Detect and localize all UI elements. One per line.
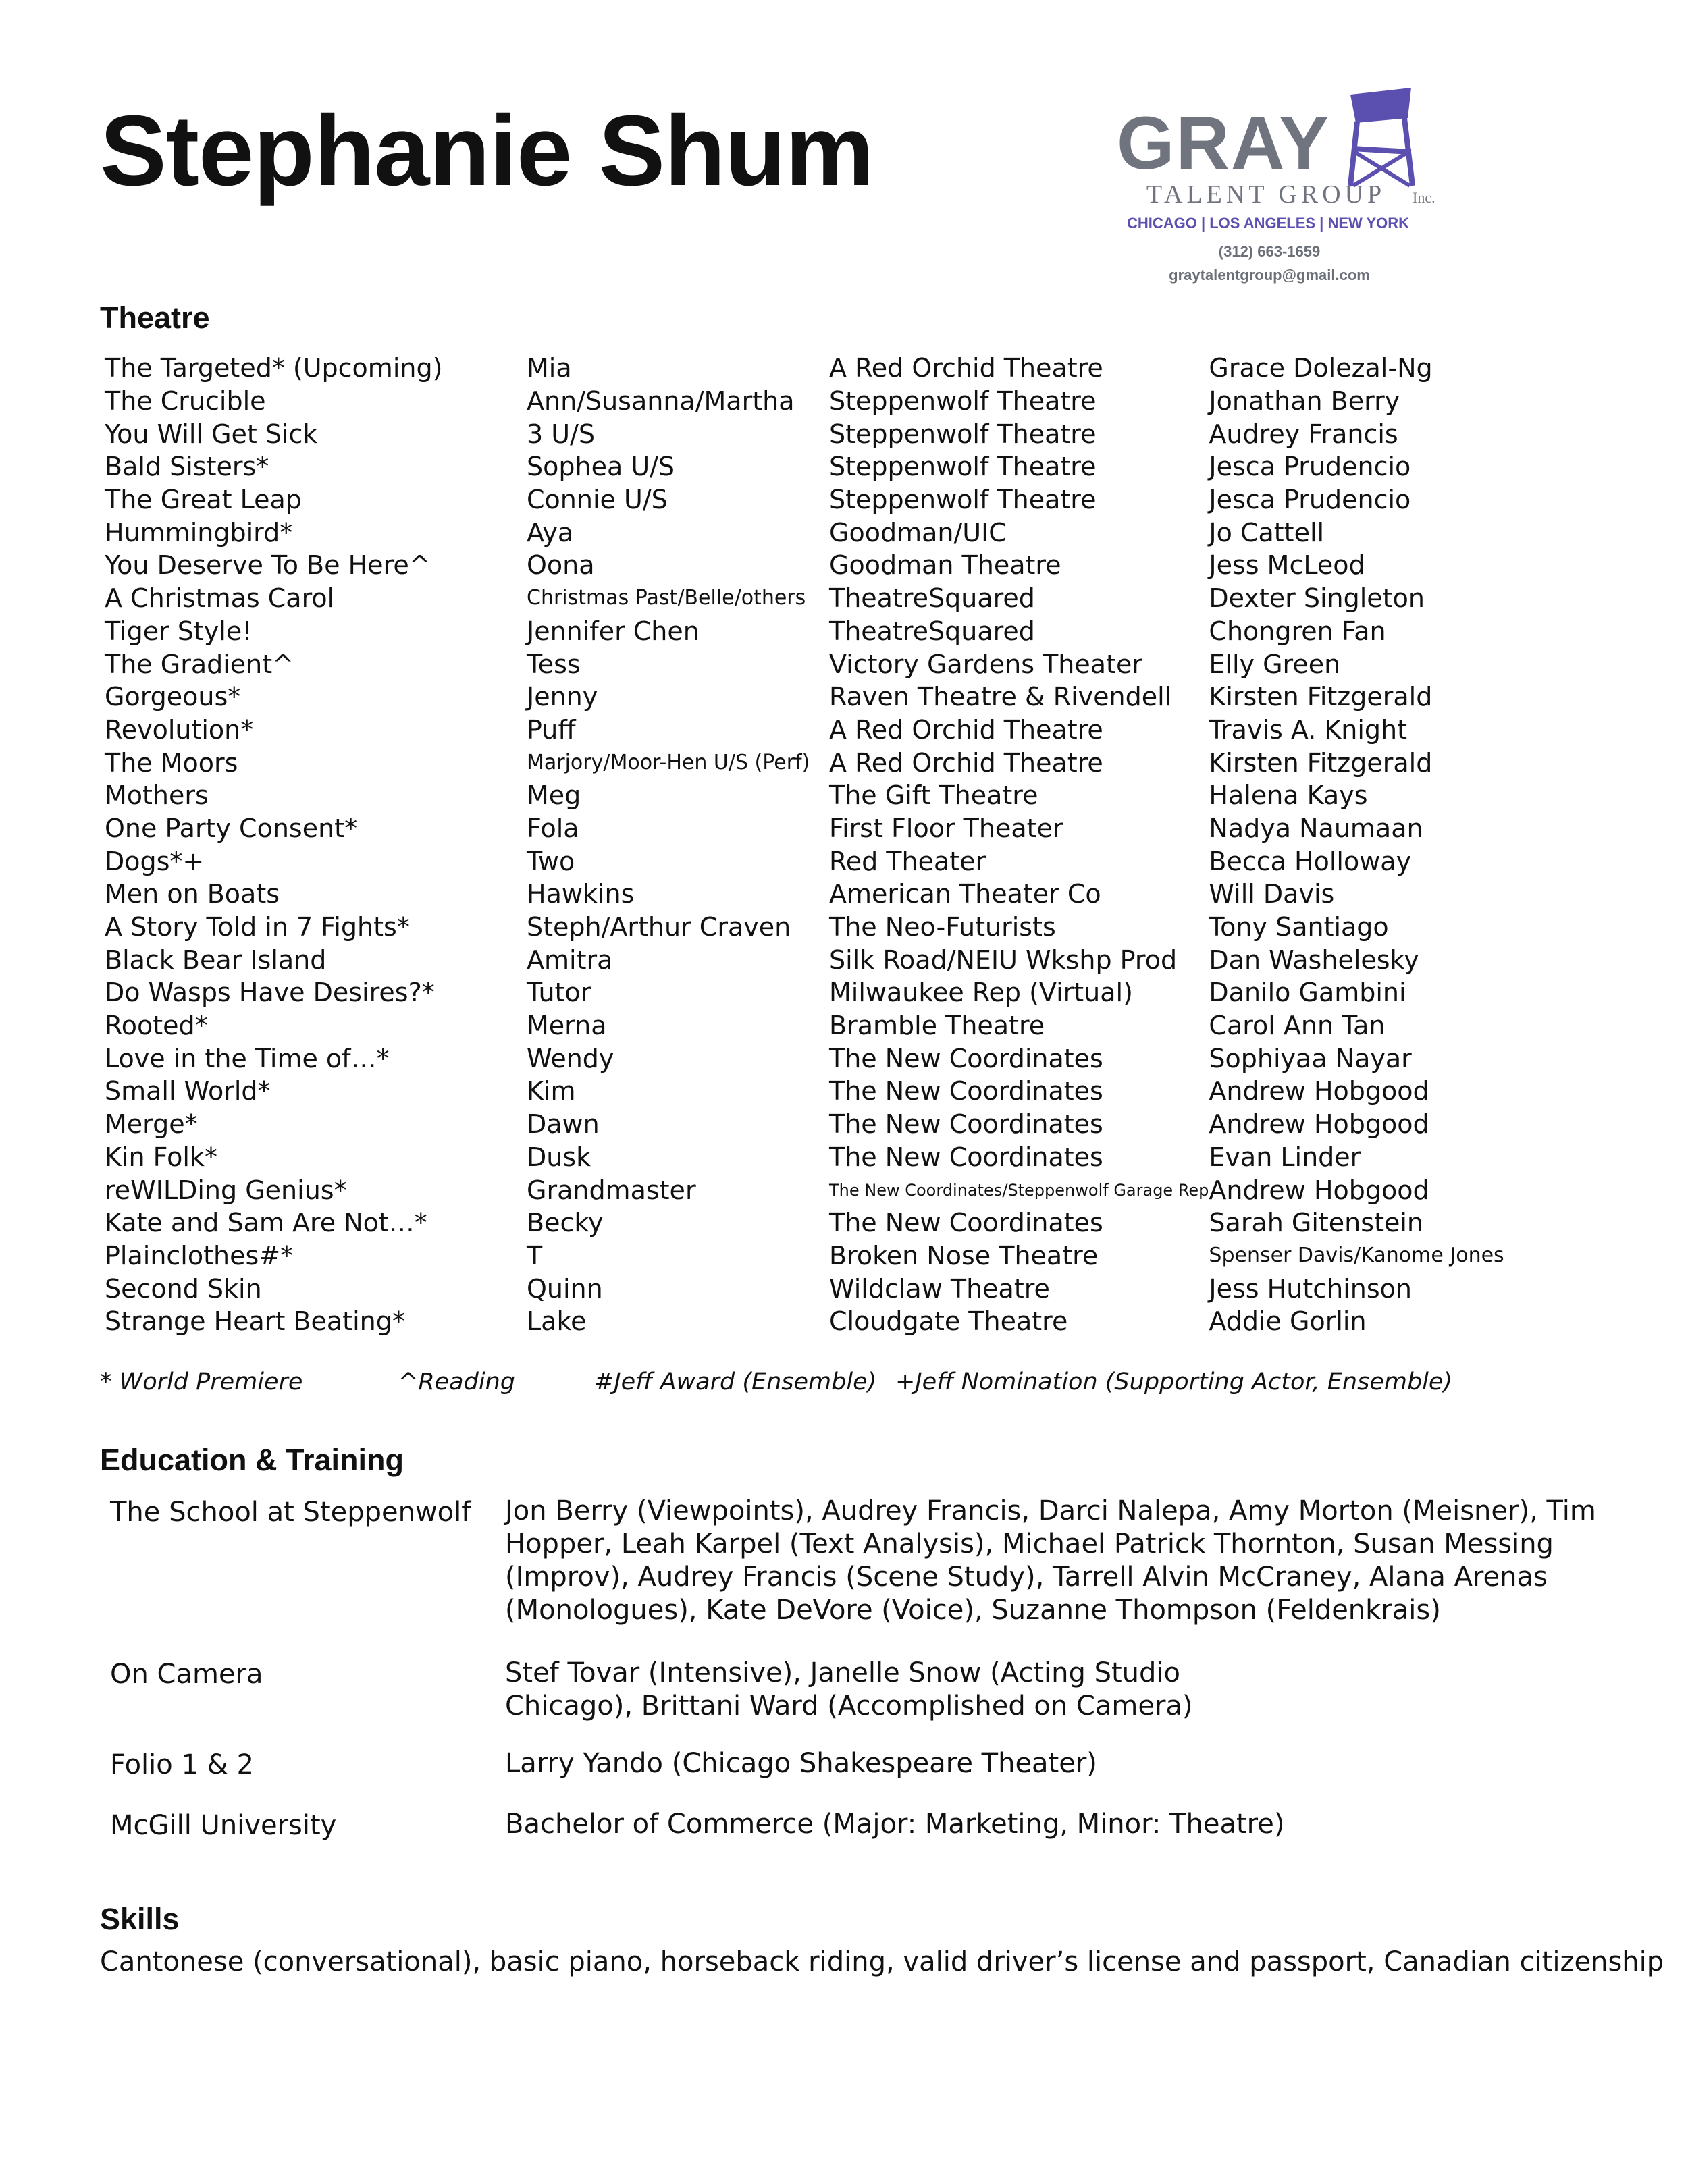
credit-role: Aya — [527, 517, 574, 548]
table-row — [105, 450, 1504, 483]
credit-role: Oona — [527, 550, 595, 581]
credit-company: The New Coordinates — [829, 1076, 1103, 1107]
credit-company: Victory Gardens Theater — [829, 649, 1142, 679]
legend-jeff-award: #Jeff Award (Ensemble) — [594, 1368, 877, 1395]
table-row — [105, 582, 1504, 615]
actor-name: Stephanie Shum — [100, 95, 874, 207]
education-details: Stef Tovar (Intensive), Janelle Snow (Acting Studio Chicago), Brittani Ward (Accomplished on Camera) — [505, 1657, 1193, 1722]
credit-company: The Neo-Futurists — [829, 912, 1056, 942]
credit-director: Sarah Gitenstein — [1209, 1208, 1423, 1238]
credit-title: Rooted* — [105, 1011, 208, 1041]
credit-role: Dawn — [527, 1109, 600, 1140]
education-details: Bachelor of Commerce (Major: Marketing, Minor: Theatre) — [505, 1809, 1285, 1840]
credit-title: Merge* — [105, 1109, 198, 1140]
credit-role: Becky — [527, 1208, 604, 1238]
education-heading: Education & Training — [100, 1443, 404, 1477]
credit-director: Audrey Francis — [1209, 419, 1398, 449]
credit-title: The Great Leap — [105, 485, 302, 515]
table-row — [105, 352, 1504, 385]
table-row — [105, 1009, 1504, 1042]
credit-company: The New Coordinates — [829, 1043, 1103, 1073]
legend-world-premiere: * World Premiere — [100, 1368, 303, 1395]
directors-chair-icon — [1337, 88, 1431, 189]
credit-title: Strange Heart Beating* — [105, 1306, 405, 1337]
table-row — [105, 1075, 1504, 1108]
credit-title: Hummingbird* — [105, 517, 293, 548]
credit-role: Dusk — [527, 1142, 591, 1172]
credit-director: Spenser Davis/Kanome Jones — [1209, 1243, 1504, 1267]
skills-text: Cantonese (conversational), basic piano, horseback riding, valid driver’s license and passport, Canadian citizenship — [100, 1946, 1664, 1977]
credit-company: Goodman/UIC — [829, 517, 1007, 548]
credit-title: Gorgeous* — [105, 682, 241, 712]
credit-director: Jesca Prudencio — [1209, 452, 1411, 482]
table-row — [105, 1206, 1504, 1240]
credit-title: A Story Told in 7 Fights* — [105, 912, 410, 942]
theatre-heading: Theatre — [100, 300, 210, 335]
credit-director: Andrew Hobgood — [1209, 1076, 1429, 1107]
credit-title: Plainclothes#* — [105, 1240, 294, 1271]
credit-company: The Gift Theatre — [829, 780, 1038, 811]
table-row — [105, 812, 1504, 845]
table-row — [105, 943, 1504, 976]
credit-company: Broken Nose Theatre — [829, 1240, 1099, 1271]
credit-director: Will Davis — [1209, 879, 1335, 909]
credit-company: Cloudgate Theatre — [829, 1306, 1068, 1337]
credit-title: reWILDing Genius* — [105, 1175, 347, 1205]
credit-title: Kin Folk* — [105, 1142, 217, 1172]
credit-role: Merna — [527, 1011, 607, 1041]
credit-title: Second Skin — [105, 1273, 262, 1304]
credit-director: Addie Gorlin — [1209, 1306, 1367, 1337]
education-school: On Camera — [110, 1659, 263, 1690]
credit-role: Wendy — [527, 1043, 614, 1073]
credit-director: Becca Holloway — [1209, 846, 1412, 876]
credit-role: Lake — [527, 1306, 587, 1337]
credit-title: You Deserve To Be Here^ — [105, 550, 431, 581]
credit-title: Dogs*+ — [105, 846, 205, 876]
credit-role: Grandmaster — [527, 1175, 696, 1205]
education-details: Jon Berry (Viewpoints), Audrey Francis, Darci Nalepa, Amy Morton (Meisner), Tim Hopper, Leah Karpel (Text Analysis), Michael Patrick Thornton, Susan Messing (Improv), Audrey Francis (Scene Study), Tarrell Alvin McCraney, Alana Arenas (Monologues), Kate DeVore (Voice), Suzanne Thompson (Feldenkrais) — [505, 1495, 1596, 1626]
credit-director: Travis A. Knight — [1209, 714, 1408, 745]
credit-director: Sophiyaa Nayar — [1209, 1043, 1412, 1073]
credit-role: Christmas Past/Belle/others — [527, 586, 806, 610]
table-row — [105, 681, 1504, 714]
credit-role: Fola — [527, 813, 579, 843]
credit-title: The Moors — [105, 747, 238, 778]
credit-title: Black Bear Island — [105, 944, 327, 975]
table-row — [105, 779, 1504, 812]
credit-title: Bald Sisters* — [105, 452, 269, 482]
credit-role: Marjory/Moor-Hen U/S (Perf) — [527, 750, 810, 774]
credit-company: The New Coordinates — [829, 1208, 1103, 1238]
credit-role: Ann/Susanna/Martha — [527, 386, 795, 417]
credit-company: Wildclaw Theatre — [829, 1273, 1050, 1304]
credit-director: Dan Washelesky — [1209, 944, 1419, 975]
agency-cities: CHICAGO | LOS ANGELES | NEW YORK — [1126, 215, 1410, 232]
credit-title: Small World* — [105, 1076, 271, 1107]
credit-company: Steppenwolf Theatre — [829, 419, 1097, 449]
credit-company: First Floor Theater — [829, 813, 1063, 843]
credit-company: TheatreSquared — [829, 583, 1035, 614]
education-school: Folio 1 & 2 — [110, 1749, 254, 1780]
credit-company: Red Theater — [829, 846, 986, 876]
legend-reading: ^Reading — [398, 1368, 515, 1395]
credit-company: The New Coordinates/Steppenwolf Garage Rep — [829, 1180, 1209, 1200]
credit-director: Elly Green — [1209, 649, 1341, 679]
agency-subline: TALENT GROUP — [1146, 180, 1386, 209]
credit-role: 3 U/S — [527, 419, 595, 449]
skills-heading: Skills — [100, 1902, 180, 1936]
credit-role: Jenny — [527, 682, 598, 712]
table-row — [105, 976, 1504, 1009]
credit-role: Hawkins — [527, 879, 635, 909]
credit-company: Steppenwolf Theatre — [829, 452, 1097, 482]
credit-title: A Christmas Carol — [105, 583, 335, 614]
credit-director: Dexter Singleton — [1209, 583, 1425, 614]
credit-company: A Red Orchid Theatre — [829, 747, 1103, 778]
education-school: The School at Steppenwolf — [110, 1497, 471, 1528]
table-row — [105, 385, 1504, 418]
credit-role: Mia — [527, 353, 572, 383]
credit-director: Kirsten Fitzgerald — [1209, 747, 1433, 778]
credit-title: One Party Consent* — [105, 813, 358, 843]
credit-director: Halena Kays — [1209, 780, 1368, 811]
credit-title: The Crucible — [105, 386, 266, 417]
credit-company: American Theater Co — [829, 879, 1101, 909]
credit-director: Nadya Naumaan — [1209, 813, 1423, 843]
credit-role: Puff — [527, 714, 576, 745]
credit-title: Do Wasps Have Desires?* — [105, 978, 435, 1008]
credit-role: Two — [527, 846, 575, 876]
credit-director: Grace Dolezal-Ng — [1209, 353, 1433, 383]
credit-director: Jesca Prudencio — [1209, 485, 1411, 515]
credit-director: Jonathan Berry — [1209, 386, 1400, 417]
credit-title: Love in the Time of…* — [105, 1043, 390, 1073]
credit-title: Tiger Style! — [105, 616, 253, 646]
table-row — [105, 1305, 1504, 1338]
credit-company: Milwaukee Rep (Virtual) — [829, 978, 1133, 1008]
education-details: Larry Yando (Chicago Shakespeare Theater) — [505, 1748, 1097, 1779]
table-row — [105, 714, 1504, 747]
credit-director: Chongren Fan — [1209, 616, 1386, 646]
credit-director: Carol Ann Tan — [1209, 1011, 1386, 1041]
credit-title: Men on Boats — [105, 879, 280, 909]
credit-role: Tutor — [527, 978, 591, 1008]
credit-role: Amitra — [527, 944, 613, 975]
table-row — [105, 516, 1504, 549]
credit-role: T — [527, 1240, 543, 1271]
credit-director: Tony Santiago — [1209, 912, 1389, 942]
agency-logo — [1107, 88, 1458, 290]
credit-role: Quinn — [527, 1273, 603, 1304]
table-row — [105, 911, 1504, 944]
theatre-credits-table — [105, 352, 1504, 1338]
table-row — [105, 483, 1504, 516]
credit-role: Sophea U/S — [527, 452, 675, 482]
credit-company: Steppenwolf Theatre — [829, 386, 1097, 417]
credit-title: Kate and Sam Are Not…* — [105, 1208, 427, 1238]
credit-company: Bramble Theatre — [829, 1011, 1045, 1041]
table-row — [105, 1141, 1504, 1174]
credit-role: Tess — [527, 649, 581, 679]
credit-company: The New Coordinates — [829, 1142, 1103, 1172]
table-row — [105, 746, 1504, 779]
credit-director: Danilo Gambini — [1209, 978, 1406, 1008]
agency-email: graytalentgroup@gmail.com — [1169, 267, 1370, 284]
credit-director: Evan Linder — [1209, 1142, 1361, 1172]
table-row — [105, 647, 1504, 681]
credit-company: Raven Theatre & Rivendell — [829, 682, 1172, 712]
credit-title: Mothers — [105, 780, 209, 811]
credit-title: The Targeted* (Upcoming) — [105, 353, 443, 383]
credit-role: Kim — [527, 1076, 576, 1107]
agency-suffix: Inc. — [1413, 189, 1435, 206]
agency-phone: (312) 663-1659 — [1218, 243, 1321, 260]
credit-company: A Red Orchid Theatre — [829, 353, 1103, 383]
credit-title: The Gradient^ — [105, 649, 294, 679]
table-row — [105, 417, 1504, 450]
table-row — [105, 549, 1504, 582]
legend-jeff-nomination: +Jeff Nomination (Supporting Actor, Ensemble) — [895, 1368, 1453, 1395]
credit-director: Kirsten Fitzgerald — [1209, 682, 1433, 712]
table-row — [105, 1272, 1504, 1305]
credit-director: Andrew Hobgood — [1209, 1175, 1429, 1205]
credit-director: Jess Hutchinson — [1209, 1273, 1412, 1304]
credit-title: You Will Get Sick — [105, 419, 318, 449]
credit-title: Revolution* — [105, 714, 254, 745]
credit-director: Jo Cattell — [1209, 517, 1325, 548]
education-school: McGill University — [110, 1810, 337, 1841]
agency-wordmark: GRAY — [1117, 102, 1330, 185]
credit-role: Meg — [527, 780, 581, 811]
table-row — [105, 1108, 1504, 1141]
credit-role: Connie U/S — [527, 485, 668, 515]
credit-director: Jess McLeod — [1209, 550, 1365, 581]
credit-company: Goodman Theatre — [829, 550, 1061, 581]
table-row — [105, 615, 1504, 648]
credit-role: Jennifer Chen — [527, 616, 700, 646]
table-row — [105, 1173, 1504, 1206]
credit-company: The New Coordinates — [829, 1109, 1103, 1140]
credit-company: Silk Road/NEIU Wkshp Prod — [829, 944, 1178, 975]
table-row — [105, 1042, 1504, 1075]
table-row — [105, 1240, 1504, 1273]
table-row — [105, 845, 1504, 878]
credit-company: Steppenwolf Theatre — [829, 485, 1097, 515]
credit-company: A Red Orchid Theatre — [829, 714, 1103, 745]
credit-director: Andrew Hobgood — [1209, 1109, 1429, 1140]
credit-company: TheatreSquared — [829, 616, 1035, 646]
credit-role: Steph/Arthur Craven — [527, 912, 791, 942]
table-row — [105, 878, 1504, 911]
